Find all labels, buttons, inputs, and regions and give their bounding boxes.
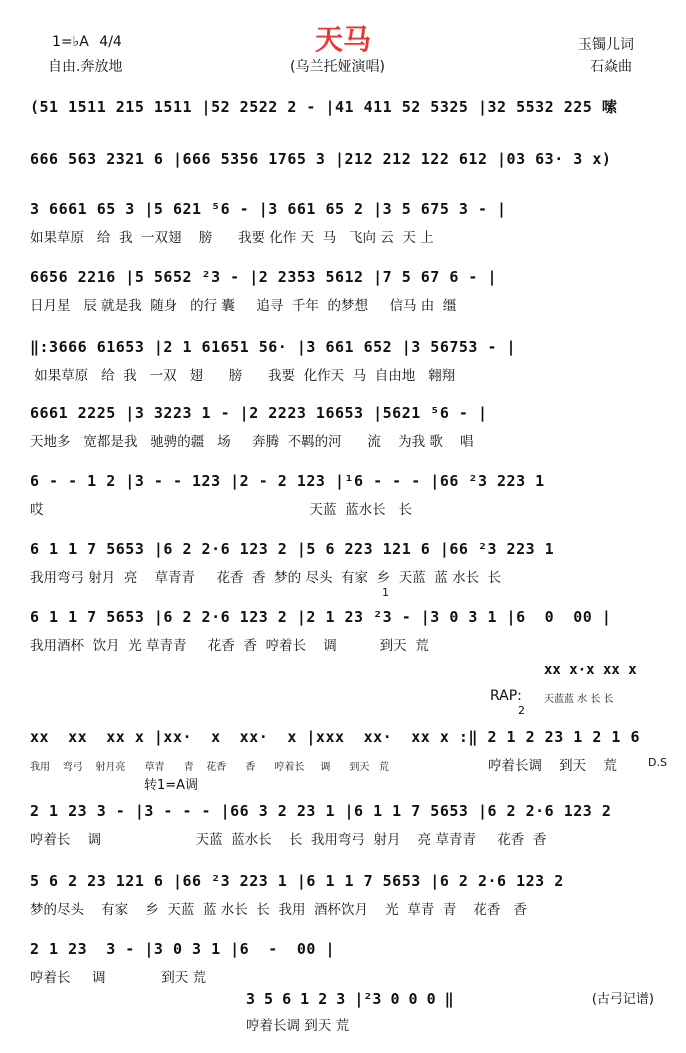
lyric-line: 梦的尽头 有家 乡 天蓝 蓝 水长 长 我用 酒杯饮月 光 草青 青 花香 香 — [30, 902, 527, 918]
transcriber-credit: (古弓记谱) — [591, 992, 654, 1007]
notation-line: ‖:3666 61653 |2 1 61651 56· |3 661 652 |3 56753 - | — [30, 338, 517, 356]
modulation-marker: 转1=A调 — [144, 778, 199, 793]
rap-notation: xx x·x xx x — [544, 662, 637, 678]
key-signature: 1=♭A 4/4 — [52, 34, 122, 50]
volta-1-marker: 1 — [382, 586, 389, 599]
rap-label: RAP: — [490, 688, 522, 704]
rap-lyric: 天蓝蓝 水 长 长 — [544, 694, 614, 705]
tempo-marking: 自由.奔放地 — [48, 59, 123, 75]
volta-2-marker: 2 — [518, 704, 525, 717]
lyric-line: 如果草原 给 我 一双 翅 膀 我要 化作天 马 自由地 翱翔 — [30, 368, 456, 384]
notation-line: 666 563 2321 6 |666 5356 1765 3 |212 212 122 612 |03 63· 3 x) — [30, 150, 612, 168]
lyric-line: 哼着长调 到天 荒 — [488, 758, 617, 774]
lyric-line: 哎 天蓝 蓝水长 长 — [30, 502, 413, 518]
coda-alt-lyric: 哼着长调 到天 荒 — [246, 1018, 350, 1034]
notation-line: 2 1 23 3 - |3 - - - |66 3 2 23 1 |6 1 1 7 5653 |6 2 2·6 123 2 — [30, 802, 612, 820]
notation-line: 6656 2216 |5 5652 ²3 - |2 2353 5612 |7 5 67 6 - | — [30, 268, 498, 286]
lyric-line: 日月星 辰 就是我 随身 的行 囊 追寻 千年 的梦想 信马 由 缰 — [30, 298, 457, 314]
lyric-line: 如果草原 给 我 一双翅 膀 我要 化作 天 马 飞向 云 天 上 — [30, 230, 434, 246]
rap-row-lyric: 我用 弯弓 射月亮 草青 青 花香 香 哼着长 调 到天 荒 — [30, 762, 389, 773]
lyric-line: 我用酒杯 饮月 光 草青青 花香 香 哼着长 调 到天 荒 — [30, 638, 429, 654]
notation-line: 6661 2225 |3 3223 1 - |2 2223 16653 |5621 ⁵6 - | — [30, 404, 488, 422]
notation-line: xx xx xx x |xx· x xx· x |xxx xx· xx x :‖ 2 1 2 23 1 2 1 6 — [30, 728, 640, 746]
lyric-line: 我用弯弓 射月 亮 草青青 花香 香 梦的 尽头 有家 乡 天蓝 蓝 水长 长 — [30, 570, 502, 586]
lyric-line: 哼着长 调 到天 荒 — [30, 970, 207, 986]
notation-line: (51 1511 215 1511 |52 2522 2 - |41 411 52 5325 |32 5532 225 嗦 — [30, 98, 618, 116]
coda-alt-notation: 3 5 6 1 2 3 |²3 0 0 0 ‖ — [246, 990, 454, 1008]
lyricist-credit: 玉镯儿词 — [578, 37, 634, 53]
notation-line: 6 - - 1 2 |3 - - 123 |2 - 2 123 |¹6 - - - |66 ²3 223 1 — [30, 472, 545, 490]
notation-line: 6 1 1 7 5653 |6 2 2·6 123 2 |5 6 223 121 6 |66 ²3 223 1 — [30, 540, 555, 558]
lyric-line: 哼着长 调 天蓝 蓝水长 长 我用弯弓 射月 亮 草青青 花香 香 — [30, 832, 547, 848]
song-title: 天马 — [314, 23, 371, 56]
notation-line: 3 6661 65 3 |5 621 ⁵6 - |3 661 65 2 |3 5 675 3 - | — [30, 200, 507, 218]
singer-credit: (乌兰托娅演唱) — [290, 59, 385, 75]
composer-credit: 石焱曲 — [590, 59, 632, 75]
lyric-line: 天地多 宽都是我 驰骋的疆 场 奔腾 不羁的河 流 为我 歌 唱 — [30, 434, 474, 450]
notation-line: 5 6 2 23 121 6 |66 ²3 223 1 |6 1 1 7 5653 |6 2 2·6 123 2 — [30, 872, 564, 890]
ds-marker: D.S — [648, 756, 667, 769]
notation-line: 6 1 1 7 5653 |6 2 2·6 123 2 |2 1 23 ²3 - |3 0 3 1 |6 0 00 | — [30, 608, 612, 626]
notation-line: 2 1 23 3 - |3 0 3 1 |6 - 00 | — [30, 940, 335, 958]
